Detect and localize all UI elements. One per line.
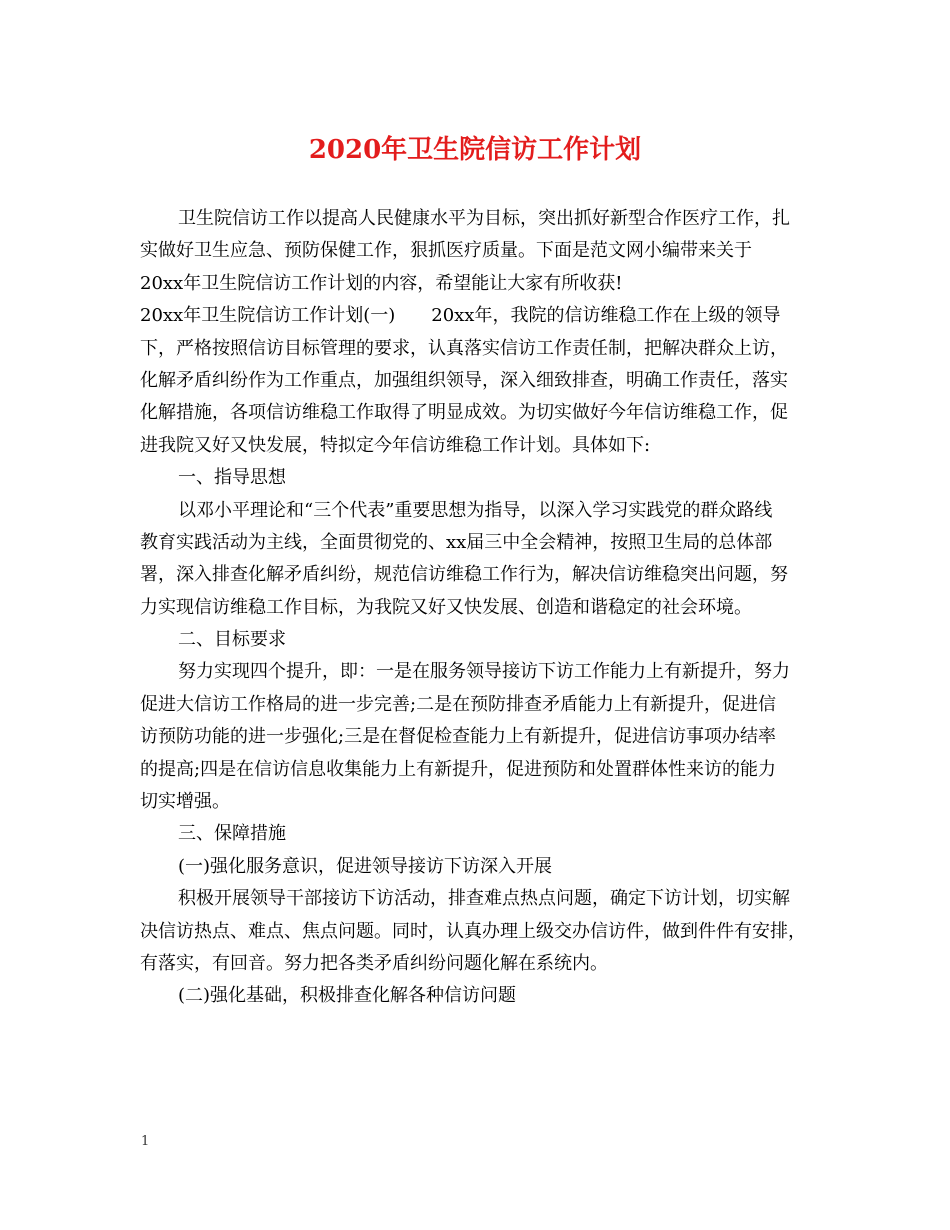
paragraph-line: 实做好卫生应急、预防保健工作，狠抓医疗质量。下面是范文网小编带来关于 [140,240,752,262]
paragraph-line: 决信访热点、难点、焦点问题。同时，认真办理上级交办信访件，做到件件有安排， [140,920,806,942]
paragraph-line: 卫生院信访工作以提高人民健康水平为目标，突出抓好新型合作医疗工作，扎 [178,208,790,229]
paragraph-line: 20xx年卫生院信访工作计划的内容，希望能让大家有所收获! [140,272,623,294]
paragraph-line: 力实现信访维稳工作目标，为我院又好又快发展、创造和谐稳定的社会环境。 [140,596,752,618]
paragraph-line: 切实增强。 [140,791,230,813]
section-heading: 二、目标要求 [178,629,286,651]
paragraph-line: 努力实现四个提升，即：一是在服务领导接访下访工作能力上有新提升，努力 [178,661,790,683]
paragraph-line: 积极开展领导干部接访下访活动，排查难点热点问题，确定下访计划，切实解 [178,888,790,910]
paragraph-line: 教育实践活动为主线，全面贯彻党的、xx届三中全会精神，按照卫生局的总体部 [140,531,773,553]
paragraph-line: 进我院又好又快发展，特拟定今年信访维稳工作计划。具体如下: [140,434,651,456]
page-number: 1 [141,1134,150,1149]
document-title: 2020年卫生院信访工作计划 [308,135,642,165]
paragraph-line: 访预防功能的进一步强化;三是在督促检查能力上有新提升，促进信访事项办结率 [140,726,777,748]
paragraph-line: 下，严格按照信访目标管理的要求，认真落实信访工作责任制，把解决群众上访， [140,337,788,359]
paragraph-line: 以邓小平理论和“三个代表”重要思想为指导，以深入学习实践党的群众路线 [178,499,773,521]
paragraph-line: 有落实，有回音。努力把各类矛盾纠纷问题化解在系统内。 [140,952,608,974]
paragraph-line: 20xx年卫生院信访工作计划(一) 20xx年，我院的信访维稳工作在上级的领导 [140,305,781,327]
paragraph-line: 化解矛盾纠纷作为工作重点，加强组织领导，深入细致排查，明确工作责任，落实 [140,369,788,391]
document-body [140,203,824,1013]
section-heading: 一、指导思想 [178,467,286,489]
paragraph-line: 促进大信访工作格局的进一步完善;二是在预防排查矛盾能力上有新提升，促进信 [140,693,777,715]
subsection-heading: (一)强化服务意识，促进领导接访下访深入开展 [178,855,553,877]
subsection-heading: (二)强化基础，积极排查化解各种信访问题 [178,985,517,1007]
paragraph-line: 的提高;四是在信访信息收集能力上有新提升，促进预防和处置群体性来访的能力 [140,758,777,780]
section-heading: 三、保障措施 [178,823,286,845]
paragraph-line: 署，深入排查化解矛盾纠纷，规范信访维稳工作行为，解决信访维稳突出问题，努 [140,564,788,586]
paragraph-line: 化解措施，各项信访维稳工作取得了明显成效。为切实做好今年信访维稳工作，促 [140,402,788,424]
